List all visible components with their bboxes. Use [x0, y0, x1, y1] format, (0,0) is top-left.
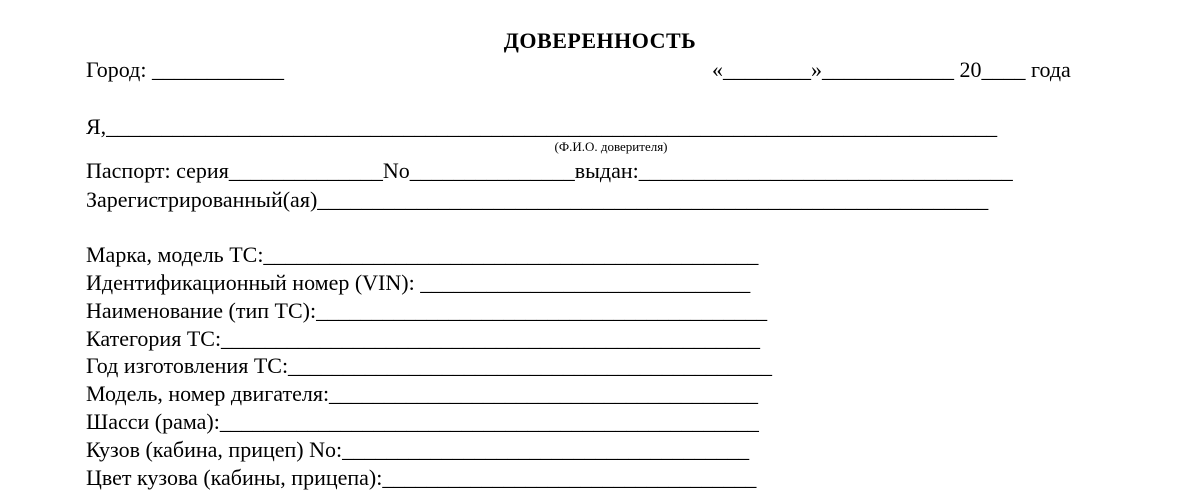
passport-field: Паспорт: серия______________No_______________выдан:__________________________________: [86, 158, 1013, 183]
principal-name-field: Я,_________________________________________________________________________________: [86, 114, 998, 139]
city-field: Город: ____________: [86, 57, 284, 82]
vehicle-category-field: Категория ТС:_________________________________________________: [86, 326, 761, 351]
vehicle-make-model-field: Марка, модель ТС:_____________________________________________: [86, 242, 759, 267]
vehicle-year-field: Год изготовления ТС:____________________________________________: [86, 353, 773, 378]
principal-name-caption: (Ф.И.О. доверителя): [554, 139, 668, 154]
vehicle-chassis-field: Шасси (рама):_________________________________________________: [86, 409, 759, 434]
vehicle-engine-field: Модель, номер двигателя:_______________________________________: [86, 381, 759, 406]
vehicle-type-field: Наименование (тип ТС):_________________________________________: [86, 298, 768, 323]
vehicle-vin-field: Идентификационный номер (VIN): ______________________________: [86, 270, 751, 295]
vehicle-body-field: Кузов (кабина, прицеп) No:_____________________________________: [86, 437, 750, 462]
document-title: ДОВЕРЕННОСТЬ: [503, 28, 697, 53]
vehicle-color-field: Цвет кузова (кабины, прицепа):__________________________________: [86, 465, 757, 490]
registered-address-field: Зарегистрированный(ая)_____________________________________________________________: [86, 187, 989, 212]
date-field: «________»____________ 20____ года: [712, 57, 1071, 82]
